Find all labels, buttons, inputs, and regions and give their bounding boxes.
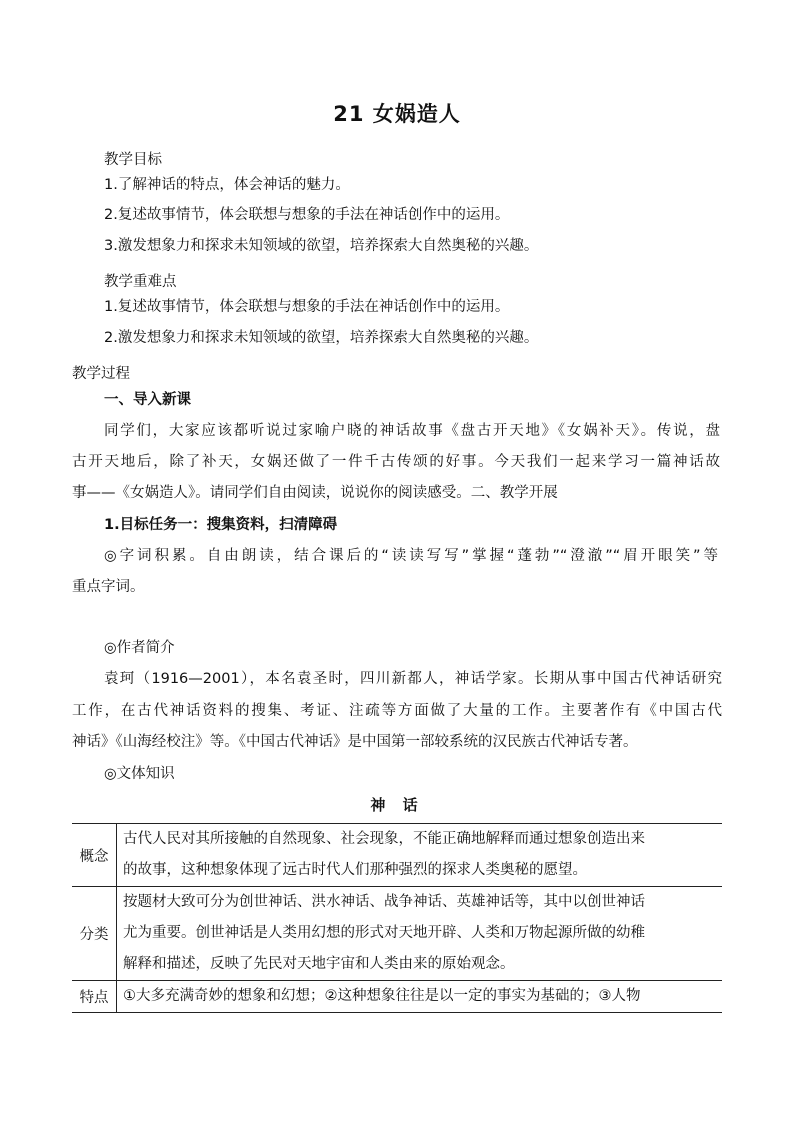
row-label: 分类 [72,887,117,981]
vocab-paragraph-line: 重点字词。 [72,579,145,595]
intro-paragraph-line: 同学们，大家应该都听说过家喻户晓的神话故事《盘古开天地》《女娲补天》。传说，盘 [104,423,720,439]
table-row [72,887,722,981]
row-content-line: ①大多充满奇妙的想象和幻想；②这种想象往往是以一定的事实为基础的；③人物 [123,988,641,1004]
goals-heading: 教学目标 [104,152,162,168]
intro-paragraph-line: 古开天地后，除了补天，女娲还做了一件千古传颂的好事。今天我们一起来学习一篇神话故 [72,454,720,470]
genre-heading: ◎文体知识 [104,766,175,782]
task-heading: 1.目标任务一：搜集资料，扫清障碍 [104,517,338,533]
intro-paragraph-line: 事——《女娲造人》。请同学们自由阅读，说说你的阅读感受。二、教学开展 [72,485,558,501]
table-title: 神 话 [370,796,424,814]
row-content-line: 的故事，这种想象体现了远古时代人们那种强烈的探求人类奥秘的愿望。 [123,862,587,878]
row-content-line: 按题材大致可分为创世神话、洪水神话、战争神话、英雄神话等，其中以创世神话 [123,894,645,910]
table-row [72,981,722,1013]
key-points-heading: 教学重难点 [104,274,177,290]
key-point-item: 2.激发想象力和探求未知领域的欲望，培养探索大自然奥秘的兴趣。 [104,330,539,346]
row-content-line: 尤为重要。创世神话是人类用幻想的形式对天地开辟、人类和万物起源所做的幼稚 [123,925,645,941]
section-heading: 一、导入新课 [104,392,191,408]
author-paragraph-line: 工作，在古代神话资料的搜集、考证、注疏等方面做了大量的工作。主要著作有《中国古代 [72,703,722,719]
process-heading: 教学过程 [72,366,130,382]
page-title: 21 女娲造人 [333,102,461,126]
vocab-paragraph-line: ◎字词积累。自由朗读，结合课后的“读读写写”掌握“蓬勃”“澄澈”“眉开眼笑”等 [104,548,718,564]
row-content-line: 古代人民对其所接触的自然现象、社会现象，不能正确地解释而通过想象创造出来 [123,831,645,847]
row-content [117,824,723,887]
row-label: 概念 [72,824,117,887]
row-content [117,887,723,981]
myth-knowledge-table [72,823,722,1013]
key-point-item: 1.复述故事情节，体会联想与想象的手法在神话创作中的运用。 [104,299,510,315]
goal-item: 1.了解神话的特点，体会神话的魅力。 [104,177,350,193]
row-content [117,981,723,1013]
row-content-line: 解释和描述，反映了先民对天地宇宙和人类由来的原始观念。 [123,956,515,972]
row-label: 特点 [72,981,117,1013]
goal-item: 3.激发想象力和探求未知领域的欲望，培养探索大自然奥秘的兴趣。 [104,238,539,254]
author-heading: ◎作者简介 [104,640,175,656]
author-paragraph-line: 袁珂（1916—2001），本名袁圣时，四川新都人，神话学家。长期从事中国古代神话研究 [104,671,722,687]
author-paragraph-line: 神话》《山海经校注》等。《中国古代神话》是中国第一部较系统的汉民族古代神话专著。 [72,734,638,750]
goal-item: 2.复述故事情节，体会联想与想象的手法在神话创作中的运用。 [104,207,510,223]
table-row [72,824,722,887]
